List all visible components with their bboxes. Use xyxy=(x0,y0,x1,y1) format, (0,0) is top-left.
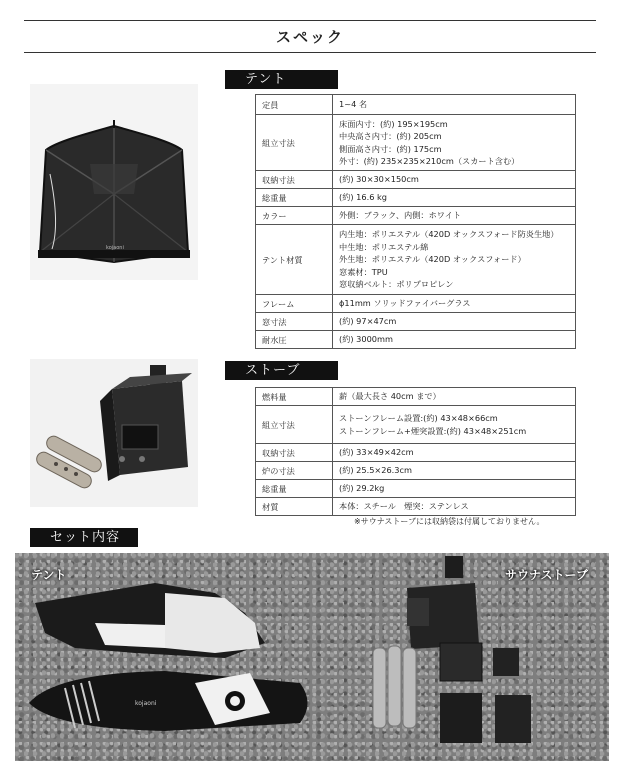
set-photo xyxy=(15,553,609,761)
spec-value-line: (約) 33×49×42cm xyxy=(339,447,414,458)
spec-value xyxy=(333,313,576,331)
spec-label: 炉の寸法 xyxy=(256,462,333,480)
spec-value-line: 本体：スチール 煙突：ステンレス xyxy=(339,501,469,512)
spec-value-line: ストーンフレーム+煙突設置:(約) 43×48×251cm xyxy=(339,425,527,436)
spec-value-line: 内生地：ポリエステル（420D オックスフォード防炎生地） xyxy=(339,229,559,240)
spec-row xyxy=(256,115,576,171)
spec-label: テント材質 xyxy=(256,225,333,295)
spec-value xyxy=(333,480,576,498)
spec-label: 燃料量 xyxy=(256,388,333,406)
spec-row xyxy=(256,331,576,349)
bag-brand-mark: kojaoni xyxy=(135,700,157,707)
spec-value-line: 薪（最大長さ 40cm まで） xyxy=(339,391,441,402)
spec-label: 収納寸法 xyxy=(256,171,333,189)
spec-value xyxy=(333,189,576,207)
spec-label: 窓寸法 xyxy=(256,313,333,331)
spec-row xyxy=(256,295,576,313)
stove-note: ※サウナストーブには収納袋は付属しておりません。 xyxy=(354,517,545,526)
spec-row xyxy=(256,388,576,406)
spec-value xyxy=(333,331,576,349)
title-rule xyxy=(24,52,596,53)
spec-value-line: (約) 3000mm xyxy=(339,334,393,345)
spec-value-line: 窓素材：TPU xyxy=(339,266,388,277)
stove-spec-table xyxy=(255,387,576,516)
spec-row xyxy=(256,207,576,225)
spec-row xyxy=(256,444,576,462)
spec-value-line: 床面内寸：(約) 195×195cm xyxy=(339,118,448,129)
top-rule xyxy=(24,20,596,21)
spec-row xyxy=(256,189,576,207)
label-tent: テント xyxy=(31,568,67,582)
spec-value-line: 外寸：(約) 235×235×210cm（スカート含む） xyxy=(339,156,520,166)
spec-label: 材質 xyxy=(256,498,333,516)
spec-label: カラー xyxy=(256,207,333,225)
spec-value xyxy=(333,95,576,115)
spec-value-line: 中生地：ポリエステル綿 xyxy=(339,241,429,252)
page-title: スペック xyxy=(275,28,344,46)
spec-row xyxy=(256,498,576,516)
spec-value xyxy=(333,207,576,225)
spec-label: 組立寸法 xyxy=(256,115,333,171)
set-heading: セット内容 xyxy=(30,528,138,547)
spec-row xyxy=(256,225,576,295)
tent-heading: テント xyxy=(225,70,338,89)
spec-value xyxy=(333,295,576,313)
spec-value xyxy=(333,171,576,189)
spec-value xyxy=(333,444,576,462)
spec-value-line: (約) 29.2kg xyxy=(339,483,385,494)
spec-value-line: 側面高さ内寸：(約) 175cm xyxy=(339,143,442,154)
label-sauna-stove: サウナストーブ xyxy=(505,568,588,582)
spec-value-line: (約) 16.6 kg xyxy=(339,192,387,203)
spec-value-line: ストーンフレーム設置:(約) 43×48×66cm xyxy=(339,413,498,423)
spec-value-line: 中央高さ内寸：(約) 205cm xyxy=(339,131,442,141)
spec-value-line: 外生地：ポリエステル（420D オックスフォード） xyxy=(339,254,526,265)
spec-row xyxy=(256,171,576,189)
spec-value-line: (約) 30×30×150cm xyxy=(339,174,419,185)
stove-photo xyxy=(30,359,198,507)
spec-label: 耐水圧 xyxy=(256,331,333,349)
spec-label: 収納寸法 xyxy=(256,444,333,462)
spec-row xyxy=(256,406,576,444)
tent-photo xyxy=(30,84,198,280)
spec-label: 総重量 xyxy=(256,189,333,207)
spec-value xyxy=(333,498,576,516)
spec-value xyxy=(333,225,576,295)
spec-label: フレーム xyxy=(256,295,333,313)
spec-value-line: (約) 97×47cm xyxy=(339,316,397,327)
spec-value-line: ϕ11mm ソリッドファイバーグラス xyxy=(339,298,471,309)
spec-value-line: 1~4 名 xyxy=(339,99,368,110)
spec-value xyxy=(333,388,576,406)
spec-row xyxy=(256,95,576,115)
tent-brand-mark: kojaoni xyxy=(106,245,124,251)
spec-value-line: 窓収納ベルト：ポリプロピレン xyxy=(339,279,454,290)
tent-spec-table xyxy=(255,94,576,349)
spec-value xyxy=(333,115,576,171)
spec-row xyxy=(256,313,576,331)
spec-label: 総重量 xyxy=(256,480,333,498)
stove-heading: ストーブ xyxy=(225,361,338,380)
spec-value-line: 外側：ブラック、内側：ホワイト xyxy=(339,210,462,221)
spec-row xyxy=(256,480,576,498)
spec-value-line: (約) 25.5×26.3cm xyxy=(339,465,412,476)
spec-value xyxy=(333,462,576,480)
spec-value xyxy=(333,406,576,444)
spec-label: 定員 xyxy=(256,95,333,115)
spec-label: 組立寸法 xyxy=(256,406,333,444)
spec-row xyxy=(256,462,576,480)
